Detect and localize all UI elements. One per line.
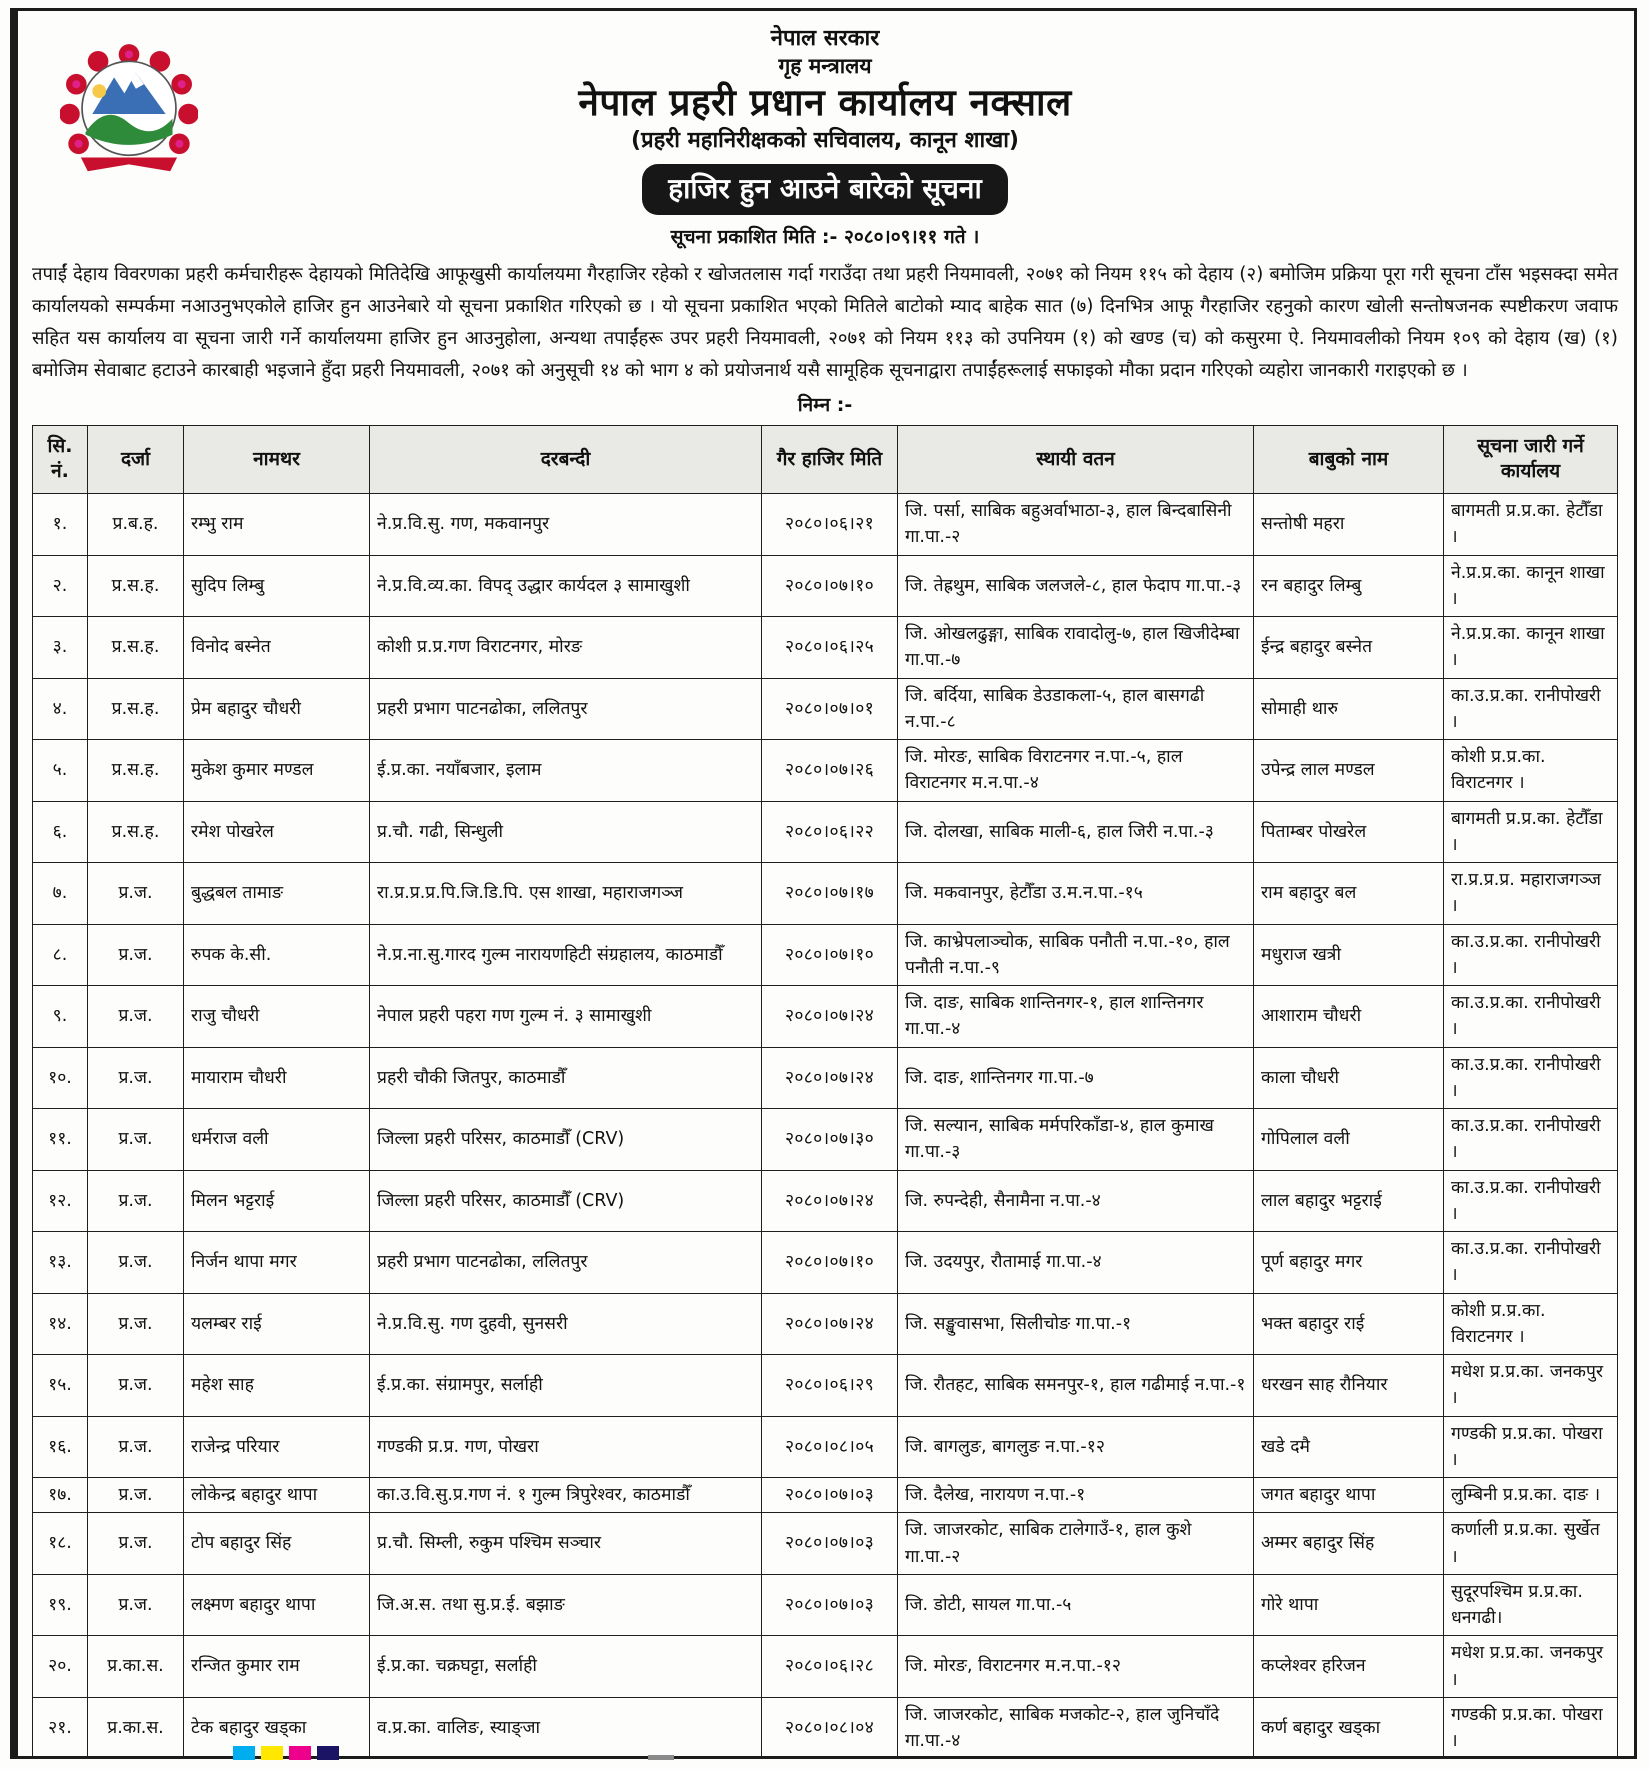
- cell-issuing-office: का.उ.प्र.का. रानीपोखरी ।: [1444, 986, 1618, 1048]
- cell-sn: १५.: [33, 1355, 88, 1417]
- cell-father-name: मधुराज खत्री: [1254, 924, 1444, 986]
- print-color-marks: [233, 1746, 339, 1762]
- cell-issuing-office: गण्डकी प्र.प्र.का. पोखरा ।: [1444, 1416, 1618, 1478]
- cell-name: राजेन्द्र परियार: [184, 1416, 370, 1478]
- cell-father-name: रन बहादुर लिम्बु: [1254, 555, 1444, 617]
- cell-issuing-office: गण्डकी प्र.प्र.का. पोखरा ।: [1444, 1697, 1618, 1759]
- cell-rank: प्र.ज.: [88, 1513, 184, 1575]
- cell-rank: प्र.ज.: [88, 1478, 184, 1513]
- cell-name: विनोद बस्नेत: [184, 617, 370, 679]
- cell-address: जि. दाङ, शान्तिनगर गा.पा.-७: [898, 1047, 1254, 1109]
- cell-posting: जिल्ला प्रहरी परिसर, काठमाडौँ (CRV): [370, 1109, 762, 1171]
- table-row: [33, 617, 1618, 679]
- header-name: नामथर: [184, 425, 370, 493]
- table-row: [33, 1478, 1618, 1513]
- cell-absent-date: २०८०।०७।२६: [762, 740, 898, 802]
- cell-address: जि. रौतहट, साबिक समनपुर-१, हाल गढीमाई न.पा.-१: [898, 1355, 1254, 1417]
- table-row: [33, 740, 1618, 802]
- table-row: [33, 863, 1618, 925]
- table-row: [33, 1232, 1618, 1294]
- cell-father-name: गोपिलाल वली: [1254, 1109, 1444, 1171]
- cell-posting: ने.प्र.वि.व्य.का. विपद् उद्धार कार्यदल ३ सामाखुशी: [370, 555, 762, 617]
- cell-posting: प्रहरी प्रभाग पाटनढोका, ललितपुर: [370, 1232, 762, 1294]
- print-mark: [289, 1746, 311, 1760]
- cell-issuing-office: सुदूरपश्चिम प्र.प्र.का. धनगढी।: [1444, 1574, 1618, 1636]
- cell-sn: ७.: [33, 863, 88, 925]
- table-row: [33, 801, 1618, 863]
- cell-name: निर्जन थापा मगर: [184, 1232, 370, 1294]
- cell-issuing-office: का.उ.प्र.का. रानीपोखरी ।: [1444, 1170, 1618, 1232]
- cell-address: जि. तेह्रथुम, साबिक जलजले-८, हाल फेदाप गा.पा.-३: [898, 555, 1254, 617]
- cell-absent-date: २०८०।०७।३०: [762, 1109, 898, 1171]
- cell-rank: प्र.ज.: [88, 1574, 184, 1636]
- cell-father-name: आशाराम चौधरी: [1254, 986, 1444, 1048]
- cell-absent-date: २०८०।०६।२१: [762, 494, 898, 556]
- cell-sn: १४.: [33, 1293, 88, 1355]
- table-row: [33, 1416, 1618, 1478]
- cell-sn: १७.: [33, 1478, 88, 1513]
- cell-sn: १०.: [33, 1047, 88, 1109]
- cell-address: जि. बर्दिया, साबिक डेउडाकला-५, हाल बासगढी न.पा.-८: [898, 678, 1254, 740]
- cell-address: जि. पर्सा, साबिक बहुअर्वाभाठा-३, हाल बिन्दबासिनी गा.पा.-२: [898, 494, 1254, 556]
- cell-absent-date: २०८०।०८।०५: [762, 1416, 898, 1478]
- table-row: [33, 678, 1618, 740]
- scan-artifact-dash: [648, 1755, 674, 1760]
- cell-name: मायाराम चौधरी: [184, 1047, 370, 1109]
- table-row: [33, 494, 1618, 556]
- cell-rank: प्र.ज.: [88, 1232, 184, 1294]
- cell-issuing-office: मधेश प्र.प्र.का. जनकपुर ।: [1444, 1355, 1618, 1417]
- cell-name: बुद्धबल तामाङ: [184, 863, 370, 925]
- table-row: [33, 1636, 1618, 1698]
- cell-issuing-office: बागमती प्र.प्र.का. हेटौँडा ।: [1444, 494, 1618, 556]
- cell-sn: ११.: [33, 1109, 88, 1171]
- table-row: [33, 1355, 1618, 1417]
- cell-sn: ५.: [33, 740, 88, 802]
- table-row: [33, 986, 1618, 1048]
- cell-issuing-office: ने.प्र.प्र.का. कानून शाखा ।: [1444, 555, 1618, 617]
- cell-absent-date: २०८०।०६।२२: [762, 801, 898, 863]
- print-mark: [233, 1746, 255, 1760]
- cell-posting: प्रहरी चौकी जितपुर, काठमाडौँ: [370, 1047, 762, 1109]
- cell-father-name: पूर्ण बहादुर मगर: [1254, 1232, 1444, 1294]
- cell-father-name: सन्तोषी महरा: [1254, 494, 1444, 556]
- table-row: [33, 1293, 1618, 1355]
- cell-rank: प्र.ज.: [88, 1416, 184, 1478]
- cell-name: रन्जित कुमार राम: [184, 1636, 370, 1698]
- cell-absent-date: २०८०।०७।०३: [762, 1513, 898, 1575]
- cell-absent-date: २०८०।०६।२९: [762, 1355, 898, 1417]
- cell-address: जि. मोरङ, विराटनगर म.न.पा.-१२: [898, 1636, 1254, 1698]
- cell-address: जि. जाजरकोट, साबिक टालेगाउँ-१, हाल कुशे गा.पा.-२: [898, 1513, 1254, 1575]
- cell-name: सुदिप लिम्बु: [184, 555, 370, 617]
- cell-father-name: पिताम्बर पोखरेल: [1254, 801, 1444, 863]
- table-row: [33, 1170, 1618, 1232]
- cell-address: जि. बागलुङ, बागलुङ न.पा.-१२: [898, 1416, 1254, 1478]
- cell-absent-date: २०८०।०७।०३: [762, 1574, 898, 1636]
- cell-posting: का.उ.वि.सु.प्र.गण नं. १ गुल्म त्रिपुरेश्वर, काठमाडौँ: [370, 1478, 762, 1513]
- cell-address: जि. उदयपुर, रौतामाई गा.पा.-४: [898, 1232, 1254, 1294]
- cell-rank: प्र.ज.: [88, 1047, 184, 1109]
- notice-title-banner: हाजिर हुन आउने बारेको सूचना: [642, 164, 1007, 215]
- cell-name: टोप बहादुर सिंह: [184, 1513, 370, 1575]
- letterhead: [32, 25, 1618, 249]
- cell-rank: प्र.स.ह.: [88, 555, 184, 617]
- header-issuing-office: सूचना जारी गर्ने कार्यालय: [1444, 425, 1618, 493]
- cell-father-name: धरखन साह रौनियार: [1254, 1355, 1444, 1417]
- cell-posting: रा.प्र.प्र.प्र.पि.जि.डि.पि. एस शाखा, महाराजगञ्ज: [370, 863, 762, 925]
- cell-absent-date: २०८०।०८।०४: [762, 1697, 898, 1759]
- cell-posting: प्रहरी प्रभाग पाटनढोका, ललितपुर: [370, 678, 762, 740]
- cell-father-name: खडे दमै: [1254, 1416, 1444, 1478]
- cell-absent-date: २०८०।०६।२८: [762, 1636, 898, 1698]
- cell-issuing-office: लुम्बिनी प्र.प्र.का. दाङ ।: [1444, 1478, 1618, 1513]
- cell-address: जि. दैलेख, नारायण न.पा.-१: [898, 1478, 1254, 1513]
- cell-address: जि. दाङ, साबिक शान्तिनगर-१, हाल शान्तिनगर गा.पा.-४: [898, 986, 1254, 1048]
- table-row: [33, 1513, 1618, 1575]
- cell-rank: प्र.ब.ह.: [88, 494, 184, 556]
- cell-address: जि. सङ्खुवासभा, सिलीचोङ गा.पा.-१: [898, 1293, 1254, 1355]
- cell-absent-date: २०८०।०७।०१: [762, 678, 898, 740]
- cell-address: जि. मकवानपुर, हेटौँडा उ.म.न.पा.-१५: [898, 863, 1254, 925]
- cell-issuing-office: का.उ.प्र.का. रानीपोखरी ।: [1444, 1047, 1618, 1109]
- cell-posting: जिल्ला प्रहरी परिसर, काठमाडौँ (CRV): [370, 1170, 762, 1232]
- cell-sn: १.: [33, 494, 88, 556]
- print-mark: [261, 1746, 283, 1760]
- cell-posting: ई.प्र.का. नयाँबजार, इलाम: [370, 740, 762, 802]
- cell-name: महेश साह: [184, 1355, 370, 1417]
- header-address: स्थायी वतन: [898, 425, 1254, 493]
- cell-absent-date: २०८०।०७।१०: [762, 924, 898, 986]
- cell-name: यलम्बर राई: [184, 1293, 370, 1355]
- cell-address: जि. मोरङ, साबिक विराटनगर न.पा.-५, हाल विराटनगर म.न.पा.-४: [898, 740, 1254, 802]
- nepal-government-emblem-icon: [60, 43, 198, 185]
- list-label: निम्न :-: [797, 393, 853, 416]
- cell-father-name: उपेन्द्र लाल मण्डल: [1254, 740, 1444, 802]
- header-father-name: बाबुको नाम: [1254, 425, 1444, 493]
- cell-issuing-office: का.उ.प्र.का. रानीपोखरी ।: [1444, 678, 1618, 740]
- cell-father-name: काला चौधरी: [1254, 1047, 1444, 1109]
- cell-posting: प्र.चौ. सिम्ली, रुकुम पश्चिम सञ्चार: [370, 1513, 762, 1575]
- cell-absent-date: २०८०।०७।२४: [762, 986, 898, 1048]
- cell-posting: व.प्र.का. वालिङ, स्याङ्जा: [370, 1697, 762, 1759]
- notice-table-body: [33, 494, 1618, 1759]
- cell-issuing-office: का.उ.प्र.का. रानीपोखरी ।: [1444, 924, 1618, 986]
- header-absent-date: गैर हाजिर मिति: [762, 425, 898, 493]
- cell-address: जि. रुपन्देही, सैनामैना न.पा.-४: [898, 1170, 1254, 1232]
- cell-sn: २१.: [33, 1697, 88, 1759]
- cell-sn: २.: [33, 555, 88, 617]
- notice-page: [10, 8, 1637, 1759]
- cell-rank: प्र.स.ह.: [88, 801, 184, 863]
- cell-sn: २०.: [33, 1636, 88, 1698]
- cell-father-name: गोरे थापा: [1254, 1574, 1444, 1636]
- cell-rank: प्र.ज.: [88, 986, 184, 1048]
- cell-posting: ई.प्र.का. संग्रामपुर, सर्लाही: [370, 1355, 762, 1417]
- cell-absent-date: २०८०।०७।२४: [762, 1293, 898, 1355]
- cell-name: रमेश पोखरेल: [184, 801, 370, 863]
- cell-sn: १८.: [33, 1513, 88, 1575]
- cell-father-name: लाल बहादुर भट्टराई: [1254, 1170, 1444, 1232]
- cell-father-name: राम बहादुर बल: [1254, 863, 1444, 925]
- cell-issuing-office: रा.प्र.प्र.प्र. महाराजगञ्ज ।: [1444, 863, 1618, 925]
- government-name: नेपाल सरकार: [770, 26, 880, 51]
- cell-sn: १६.: [33, 1416, 88, 1478]
- cell-issuing-office: मधेश प्र.प्र.का. जनकपुर ।: [1444, 1636, 1618, 1698]
- cell-issuing-office: कोशी प्र.प्र.का. विराटनगर ।: [1444, 740, 1618, 802]
- cell-sn: १२.: [33, 1170, 88, 1232]
- cell-posting: प्र.चौ. गढी, सिन्धुली: [370, 801, 762, 863]
- office-name: नेपाल प्रहरी प्रधान कार्यालय नक्साल: [578, 80, 1072, 124]
- cell-sn: १३.: [33, 1232, 88, 1294]
- cell-sn: ६.: [33, 801, 88, 863]
- cell-posting: कोशी प्र.प्र.गण विराटनगर, मोरङ: [370, 617, 762, 679]
- table-header: [33, 425, 1618, 493]
- cell-rank: प्र.का.स.: [88, 1697, 184, 1759]
- cell-issuing-office: कर्णाली प्र.प्र.का. सुर्खेत ।: [1444, 1513, 1618, 1575]
- cell-issuing-office: बागमती प्र.प्र.का. हेटौँडा ।: [1444, 801, 1618, 863]
- cell-rank: प्र.ज.: [88, 1170, 184, 1232]
- table-row: [33, 924, 1618, 986]
- cell-posting: नेपाल प्रहरी पहरा गण गुल्म नं. ३ सामाखुशी: [370, 986, 762, 1048]
- cell-name: राजु चौधरी: [184, 986, 370, 1048]
- cell-father-name: भक्त बहादुर राई: [1254, 1293, 1444, 1355]
- cell-issuing-office: का.उ.प्र.का. रानीपोखरी ।: [1444, 1109, 1618, 1171]
- cell-posting: ने.प्र.वि.सु. गण दुहवी, सुनसरी: [370, 1293, 762, 1355]
- cell-absent-date: २०८०।०७।२४: [762, 1047, 898, 1109]
- cell-absent-date: २०८०।०७।२४: [762, 1170, 898, 1232]
- emblem-ribbon: [81, 158, 177, 172]
- cell-address: जि. ओखलढुङ्गा, साबिक रावादोलु-७, हाल खिजीदेम्बा गा.पा.-७: [898, 617, 1254, 679]
- cell-rank: प्र.ज.: [88, 1109, 184, 1171]
- cell-sn: ९.: [33, 986, 88, 1048]
- cell-absent-date: २०८०।०७।१०: [762, 1232, 898, 1294]
- cell-address: जि. जाजरकोट, साबिक मजकोट-२, हाल जुनिचाँदे गा.पा.-४: [898, 1697, 1254, 1759]
- table-row: [33, 1574, 1618, 1636]
- cell-father-name: जगत बहादुर थापा: [1254, 1478, 1444, 1513]
- notice-body-paragraph: तपाईं देहाय विवरणका प्रहरी कर्मचारीहरू देहायको मितिदेखि आफूखुसी कार्यालयमा गैरहाजिर रहेको र खोजतलास गर्दा गराउँदा तथा प्रहरी नियमावली, २०७१ को नियम ११५ को देहाय (२) बमोजिम प्रक्रिया पूरा गरी सूचना टाँस भइसक्दा समेत कार्यालयको सम्पर्कमा नआउनुभएकोले हाजिर हुन आउनेबारे यो सूचना प्रकाशित गरिएको छ । यो सूचना प्रकाशित भएको मितिले बाटोको म्याद बाहेक सात (७) दिनभित्र आफू गैरहाजिर रहनुको कारण खोली सन्तोषजनक स्पष्टीकरण जवाफ सहित यस कार्यालय वा सूचना जारी गर्ने कार्यालयमा हाजिर हुन आउनुहोला, अन्यथा तपाईंहरू उपर प्रहरी नियमावली, २०७१ को नियम ११३ को उपनियम (१) को खण्ड (च) को कसुरमा ऐ. नियमावलीको नियम १०९ को देहाय (ख) (१) बमोजिम सेवाबाट हटाउने कारबाही भइजाने हुँदा प्रहरी नियमावली, २०७१ को अनुसूची १४ को भाग ४ को प्रयोजनार्थ यसै सामूहिक सूचनाद्वारा तपाईंहरूलाई सफाइको मौका प्रदान गरिएको व्यहोरा जानकारी गराइएको छ ।: [32, 263, 1618, 381]
- cell-sn: १९.: [33, 1574, 88, 1636]
- header-rank: दर्जा: [88, 425, 184, 493]
- cell-name: धर्मराज वली: [184, 1109, 370, 1171]
- cell-rank: प्र.का.स.: [88, 1636, 184, 1698]
- cell-name: लक्ष्मण बहादुर थापा: [184, 1574, 370, 1636]
- cell-name: टेक बहादुर खड्का: [184, 1697, 370, 1759]
- table-row: [33, 1047, 1618, 1109]
- cell-issuing-office: कोशी प्र.प्र.का. विराटनगर ।: [1444, 1293, 1618, 1355]
- cell-address: जि. सल्यान, साबिक मर्मपरिकाँडा-४, हाल कुमाख गा.पा.-३: [898, 1109, 1254, 1171]
- cell-posting: ने.प्र.ना.सु.गारद गुल्म नारायणहिटी संग्रहालय, काठमाडौँ: [370, 924, 762, 986]
- office-sub-name: (प्रहरी महानिरीक्षकको सचिवालय, कानून शाखा): [631, 128, 1019, 154]
- cell-absent-date: २०८०।०७।१०: [762, 555, 898, 617]
- cell-name: प्रेम बहादुर चौधरी: [184, 678, 370, 740]
- header-sn: सि. नं.: [33, 425, 88, 493]
- table-row: [33, 555, 1618, 617]
- cell-name: रुपक के.सी.: [184, 924, 370, 986]
- cell-father-name: सोमाही थारु: [1254, 678, 1444, 740]
- cell-rank: प्र.ज.: [88, 863, 184, 925]
- cell-posting: गण्डकी प्र.प्र. गण, पोखरा: [370, 1416, 762, 1478]
- table-row: [33, 1109, 1618, 1171]
- cell-rank: प्र.स.ह.: [88, 740, 184, 802]
- cell-sn: ८.: [33, 924, 88, 986]
- cell-address: जि. काभ्रेपलाञ्चोक, साबिक पनौती न.पा.-१०, हाल पनौती न.पा.-९: [898, 924, 1254, 986]
- cell-name: रम्भु राम: [184, 494, 370, 556]
- cell-sn: ३.: [33, 617, 88, 679]
- cell-address: जि. डोटी, सायल गा.पा.-५: [898, 1574, 1254, 1636]
- cell-name: मुकेश कुमार मण्डल: [184, 740, 370, 802]
- cell-father-name: अम्मर बहादुर सिंह: [1254, 1513, 1444, 1575]
- cell-issuing-office: का.उ.प्र.का. रानीपोखरी ।: [1444, 1232, 1618, 1294]
- cell-rank: प्र.ज.: [88, 1293, 184, 1355]
- cell-posting: जि.अ.स. तथा सु.प्र.ई. बझाङ: [370, 1574, 762, 1636]
- cell-father-name: कर्ण बहादुर खड्का: [1254, 1697, 1444, 1759]
- cell-name: मिलन भट्टराई: [184, 1170, 370, 1232]
- cell-rank: प्र.ज.: [88, 924, 184, 986]
- cell-rank: प्र.स.ह.: [88, 678, 184, 740]
- cell-posting: ई.प्र.का. चक्रघट्टा, सर्लाही: [370, 1636, 762, 1698]
- ministry-name: गृह मन्त्रालय: [778, 53, 872, 78]
- cell-absent-date: २०८०।०६।२५: [762, 617, 898, 679]
- cell-father-name: ईन्द्र बहादुर बस्नेत: [1254, 617, 1444, 679]
- cell-father-name: कप्लेश्वर हरिजन: [1254, 1636, 1444, 1698]
- cell-posting: ने.प्र.वि.सु. गण, मकवानपुर: [370, 494, 762, 556]
- cell-absent-date: २०८०।०७।०३: [762, 1478, 898, 1513]
- cell-address: जि. दोलखा, साबिक माली-६, हाल जिरी न.पा.-३: [898, 801, 1254, 863]
- absentee-table: [32, 425, 1618, 1760]
- cell-name: लोकेन्द्र बहादुर थापा: [184, 1478, 370, 1513]
- cell-issuing-office: ने.प्र.प्र.का. कानून शाखा ।: [1444, 617, 1618, 679]
- published-date: सूचना प्रकाशित मिति :- २०८०।०९।११ गते ।: [670, 225, 980, 248]
- cell-sn: ४.: [33, 678, 88, 740]
- header-posting: दरबन्दी: [370, 425, 762, 493]
- cell-rank: प्र.स.ह.: [88, 617, 184, 679]
- cell-rank: प्र.ज.: [88, 1355, 184, 1417]
- cell-absent-date: २०८०।०७।१७: [762, 863, 898, 925]
- print-mark: [317, 1746, 339, 1760]
